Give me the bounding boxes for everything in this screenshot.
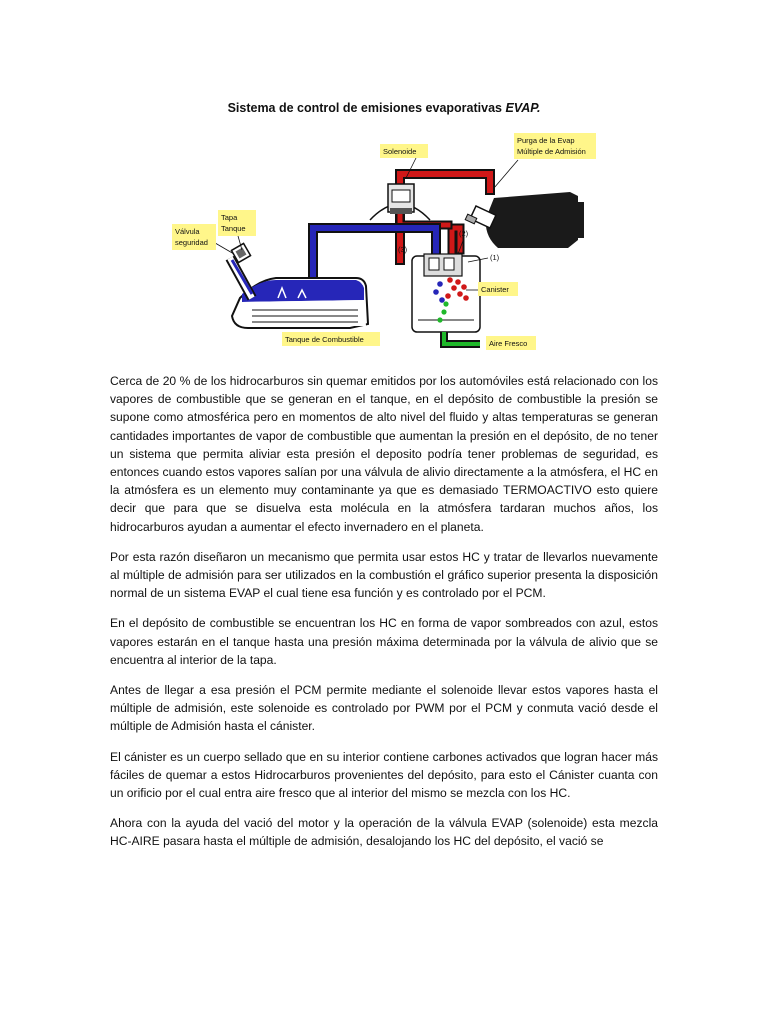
- paragraph: Por esta razón diseñaron un mecanismo que permita usar estos HC y tratar de llevarlos nuevamente al múltiple de admisión para ser utilizados en la combustión el gráfico superior presenta la disposición normal de un sistema EVAP el cual tiene esa función y es controlado por el PCM.: [110, 549, 658, 601]
- title-main: Sistema de control de emisiones evaporativas: [227, 101, 506, 115]
- canister: [412, 254, 480, 344]
- label-n3: (3): [398, 245, 408, 254]
- fuel-tank: [230, 243, 368, 328]
- svg-text:Múltiple de Admisión: Múltiple de Admisión: [517, 147, 586, 156]
- paragraph: En el depósito de combustible se encuentran los HC en forma de vapor sombreados con azul, estos vapores estarán en el tanque hasta una presión máxima determinada por la válvula de alivio que se encuentra al interior de la tapa.: [110, 616, 658, 667]
- paragraph: Cerca de 20 % de los hidrocarburos sin quemar emitidos por los automóviles está relacionado con los vapores de combustible que se generan en el tanque, en el depósito de combustible la presión se supone como atmosférica pero en momentos de alto nivel del fluido y altas temperaturas se generan cantidades importantes de vapor de combustible que aumentan la presión en el depósito, de no tener un sistema que permita aliviar esta presión el deposito podría tener problemas de seguridad, es entonces cuando estos vapores salían por una válvula de alivio directamente a la atmósfera, el HC en la atmósfera es un elemento muy contaminante ya que es demasiado TERMOACTIVO esto quiere decir que para que se disuelva esta molécula en la atmósfera tardaran muchos años, los hidrocarburos ayudan a aumentar el efecto invernadero en el planeta.: [110, 374, 658, 534]
- svg-text:Tapa: Tapa: [221, 213, 238, 222]
- svg-text:Solenoide: Solenoide: [383, 147, 417, 156]
- svg-text:Purga de la Evap: Purga de la Evap: [517, 136, 575, 145]
- body-text: [110, 372, 658, 863]
- label-tapa-tanque: [218, 210, 256, 250]
- evap-system-diagram: [168, 130, 600, 356]
- svg-text:Tanque: Tanque: [221, 224, 246, 233]
- label-n1: (1): [490, 253, 500, 262]
- label-n2: (2): [459, 229, 469, 238]
- label-purga: [494, 133, 596, 188]
- svg-text:Tanque de Combustible: Tanque de Combustible: [285, 335, 364, 344]
- title-evap: EVAP.: [505, 101, 541, 115]
- svg-text:Aire Fresco: Aire Fresco: [489, 339, 528, 348]
- intake-manifold: [465, 192, 584, 248]
- paragraph: El cánister es un cuerpo sellado que en su interior contiene carbones activados que logran hacer más fáciles de quemar a estos Hidrocarburos provenientes del depósito, para esto el Cánister cuanta con un orificio por el cual entra aire fresco que al interior del mismo se mezcla con los HC.: [110, 749, 658, 801]
- page-title: [0, 101, 768, 115]
- paragraph: Ahora con la ayuda del vació del motor y la operación de la válvula EVAP (solenoide) esta mezcla HC-AIRE pasara hasta el múltiple de admisión, desalojando los HC del depósito, el vació se: [110, 816, 658, 849]
- paragraph: Antes de llegar a esa presión el PCM permite mediante el solenoide llevar estos vapores hasta el múltiple de admisión, este solenoide es controlado por PWM por el PCM y conmuta vació desde el múltiple de Admisión hasta el cánister.: [110, 683, 658, 734]
- svg-text:seguridad: seguridad: [175, 238, 208, 247]
- svg-text:Canister: Canister: [481, 285, 509, 294]
- label-tanque-combustible: [282, 332, 380, 346]
- svg-text:Válvula: Válvula: [175, 227, 200, 236]
- label-aire-fresco: [486, 336, 536, 350]
